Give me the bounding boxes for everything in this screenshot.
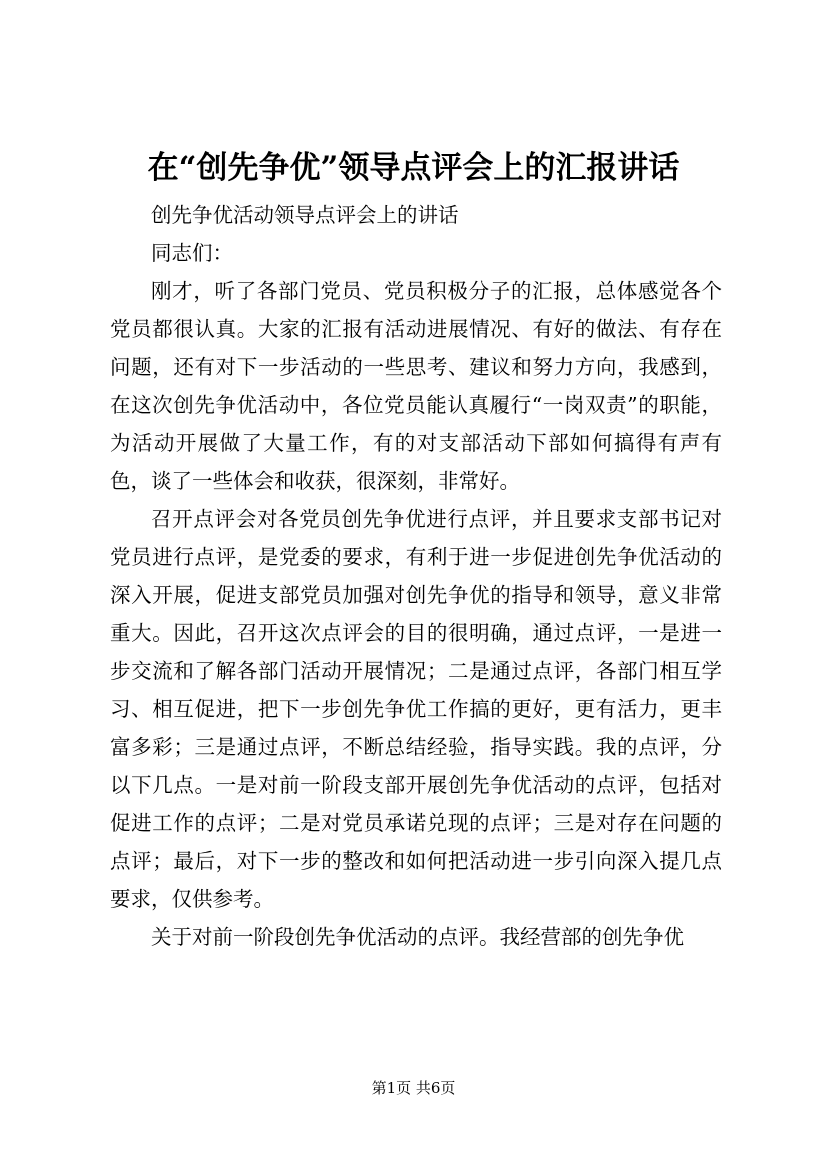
page-footer: 第1页 共6页 [371,1079,456,1097]
document-title: 在“创先争优”领导点评会上的汇报讲话 [147,150,680,186]
salutation-line: 同志们： [151,241,233,265]
document-body [110,196,722,956]
body-paragraph-2: 召开点评会对各党员创先争优进行点评，并且要求支部书记对党员进行点评，是党委的要求，有利于进一步促进创先争优活动的深入开展，促进支部党员加强对创先争优的指导和领导，意义非常重大。因此，召开这次点评会的目的很明确，通过点评，一是进一步交流和了解各部门活动开展情况；二是通过点评，各部门相互学习、相互促进，把下一步创先争优工作搞的更好，更有活力，更丰富多彩；三是通过点评，不断总结经验，指导实践。我的点评，分以下几点。一是对前一阶段支部开展创先争优活动的点评，包括对促进工作的点评；二是对党员承诺兑现的点评；三是对存在问题的点评；最后，对下一步的整改和如何把活动进一步引向深入提几点要求，仅供参考。 [110,507,722,911]
body-paragraph-3: 关于对前一阶段创先争优活动的点评。我经营部的创先争优 [151,925,684,949]
body-paragraph-1: 刚才，听了各部门党员、党员积极分子的汇报，总体感觉各个党员都很认真。大家的汇报有活动进展情况、有好的做法、有存在问题，还有对下一步活动的一些思考、建议和努力方向，我感到，在这次创先争优活动中，各位党员能认真履行“一岗双责”的职能，为活动开展做了大量工作，有的对支部活动下部如何搞得有声有色，谈了一些体会和收获，很深刻，非常好。 [110,279,722,493]
subtitle-line: 创先争优活动领导点评会上的讲话 [151,203,459,227]
